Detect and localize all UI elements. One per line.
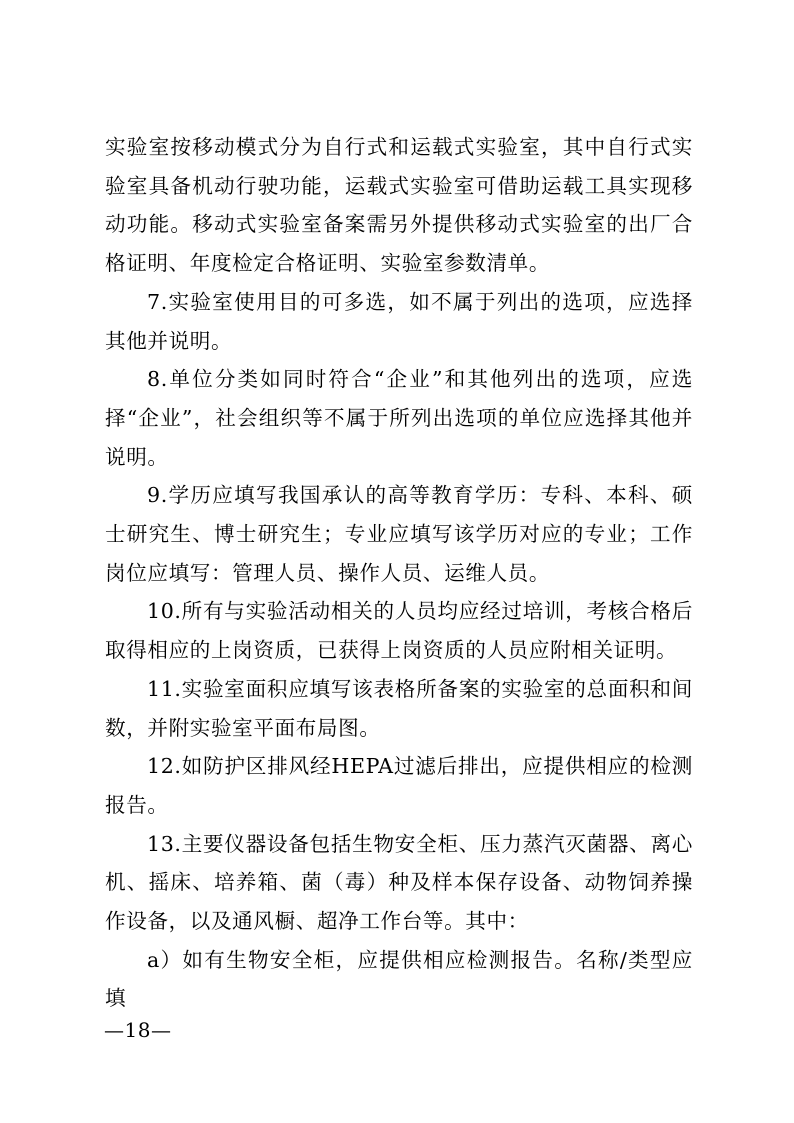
paragraph-mobile-lab: 实验室按移动模式分为自行式和运载式实验室，其中自行式实验室具备机动行驶功能，运载式实验室可借助运载工具实现移动功能。移动式实验室备案需另外提供移动式实验室的出厂合格证明、年度检定合格证明、实验室参数清单。	[105, 135, 693, 276]
paragraph-item-13: 13.主要仪器设备包括生物安全柜、压力蒸汽灭菌器、离心机、摇床、培养箱、菌（毒）种及样本保存设备、动物饲养操作设备，以及通风橱、超净工作台等。其中：	[105, 831, 693, 934]
paragraph-item-11: 11.实验室面积应填写该表格所备案的实验室的总面积和间数，并附实验室平面布局图。	[105, 676, 693, 740]
paragraph-item-8: 8.单位分类如同时符合“企业”和其他列出的选项，应选择“企业”，社会组织等不属于所列出选项的单位应选择其他并说明。	[105, 367, 693, 469]
paragraph-item-10: 10.所有与实验活动相关的人员均应经过培训，考核合格后取得相应的上岗资质，已获得上岗资质的人员应附相关证明。	[105, 599, 693, 663]
paragraph-item-13a: a）如有生物安全柜，应提供相应检测报告。名称/类型应填	[105, 947, 693, 1011]
paragraph-item-7: 7.实验室使用目的可多选，如不属于列出的选项，应选择其他并说明。	[105, 289, 693, 353]
paragraph-item-12: 12.如防护区排风经HEPA过滤后排出，应提供相应的检测报告。	[105, 754, 693, 817]
page-number: —18—	[104, 1018, 172, 1042]
document-body	[105, 128, 693, 1018]
paragraph-item-9: 9.学历应填写我国承认的高等教育学历：专科、本科、硕士研究生、博士研究生；专业应填写该学历对应的专业；工作岗位应填写：管理人员、操作人员、运维人员。	[105, 483, 693, 585]
